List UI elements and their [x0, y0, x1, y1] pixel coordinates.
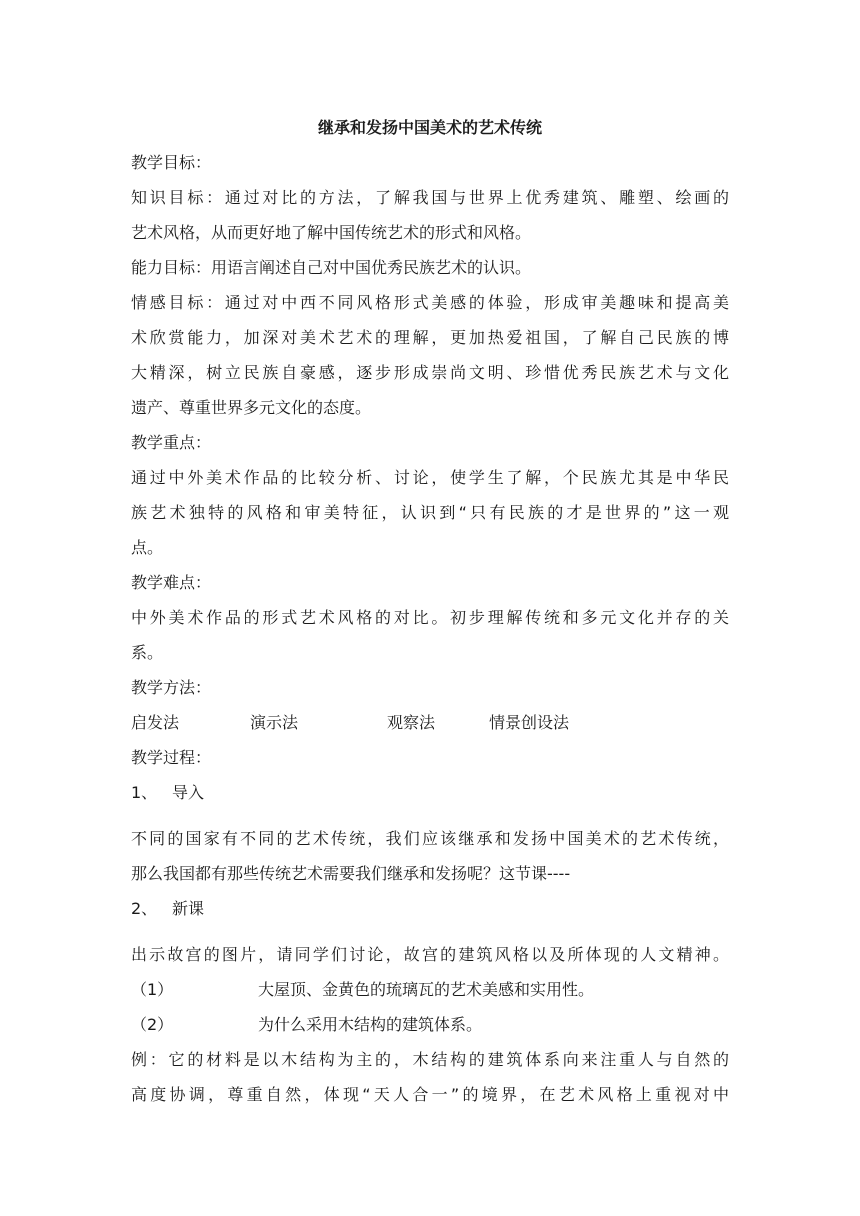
show-instruction: 出示故宫的图片，请同学们讨论，故宫的建筑风格以及所体现的人文精神。 [131, 945, 729, 964]
sub-1-number: （1） [131, 980, 174, 999]
sub-2-text: 为什么采用木结构的建筑体系。 [258, 1015, 483, 1034]
emotion-line-1: 情感目标：通过对中西不同风格形式美感的体验，形成审美趣味和提高美 [131, 293, 729, 312]
sub-1-text: 大屋顶、金黄色的琉璃瓦的艺术美感和实用性。 [258, 980, 595, 999]
difficulties-line-2: 系。 [131, 643, 164, 662]
process-heading: 教学过程： [131, 748, 212, 767]
method-item: 观察法 [387, 713, 436, 732]
key-points-heading: 教学重点： [131, 433, 212, 452]
method-item: 启发法 [131, 713, 180, 732]
key-points-line-3: 点。 [131, 538, 164, 557]
intro-line-2: 那么我国都有那些传统艺术需要我们继承和发扬呢？这节课---- [131, 864, 571, 883]
objectives-heading: 教学目标： [131, 153, 212, 172]
knowledge-line-2: 艺术风格，从而更好地了解中国传统艺术的形式和风格。 [131, 223, 532, 242]
key-points-line-1: 通过中外美术作品的比较分析、讨论，使学生了解，个民族尤其是中华民 [131, 468, 729, 487]
example-line-1: 例：它的材料是以木结构为主的，木结构的建筑体系向来注重人与自然的 [131, 1050, 729, 1069]
method-item: 演示法 [250, 713, 299, 732]
ability-objective: 能力目标：用语言阐述自己对中国优秀民族艺术的认识。 [131, 258, 532, 277]
difficulties-line-1: 中外美术作品的形式艺术风格的对比。初步理解传统和多元文化并存的关 [131, 608, 729, 627]
emotion-line-4: 遗产、尊重世界多元文化的态度。 [131, 398, 372, 417]
step-2-number: 2、 [131, 899, 158, 918]
intro-line-1: 不同的国家有不同的艺术传统，我们应该继承和发扬中国美术的艺术传统， [131, 829, 729, 848]
step-2-label: 新课 [172, 899, 205, 918]
methods-heading: 教学方法： [131, 678, 212, 697]
sub-2-number: （2） [131, 1015, 174, 1034]
example-line-2: 高度协调，尊重自然，体现“天人合一”的境界，在艺术风格上重视对中 [131, 1085, 729, 1104]
difficulties-heading: 教学难点： [131, 573, 212, 592]
method-item: 情景创设法 [489, 713, 570, 732]
knowledge-line-1: 知识目标：通过对比的方法，了解我国与世界上优秀建筑、雕塑、绘画的 [131, 188, 729, 207]
key-points-line-2: 族艺术独特的风格和审美特征，认识到“只有民族的才是世界的”这一观 [131, 503, 729, 522]
step-1-number: 1、 [131, 783, 158, 802]
step-1-label: 导入 [172, 783, 205, 802]
emotion-line-3: 大精深，树立民族自豪感，逐步形成崇尚文明、珍惜优秀民族艺术与文化 [131, 363, 729, 382]
document-title: 继承和发扬中国美术的艺术传统 [317, 118, 542, 137]
emotion-line-2: 术欣赏能力，加深对美术艺术的理解，更加热爱祖国，了解自己民族的博 [131, 328, 729, 347]
